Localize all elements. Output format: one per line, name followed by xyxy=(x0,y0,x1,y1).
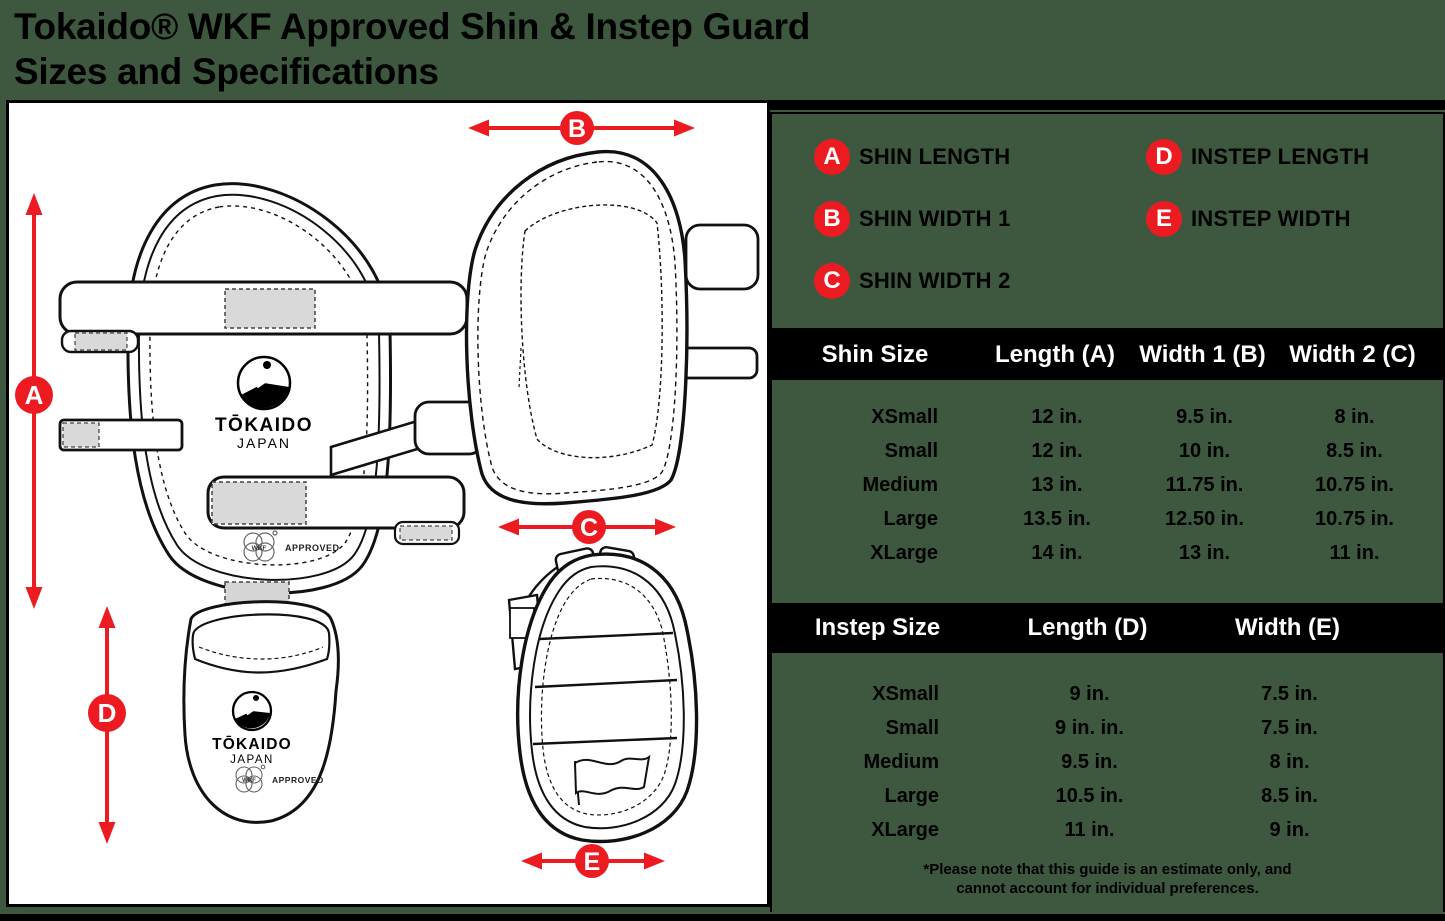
table-row xyxy=(772,468,1443,502)
bottom-instep-guard-drawing xyxy=(509,546,697,841)
instep-table-body xyxy=(770,653,1445,912)
table-cell: 8.5 in. xyxy=(1261,784,1318,807)
svg-text:C: C xyxy=(579,514,599,542)
table-cell: 8.5 in. xyxy=(1326,439,1383,462)
table-cell: 10.5 in. xyxy=(1055,784,1124,807)
table-cell: 8 in. xyxy=(1334,405,1375,428)
svg-text:A: A xyxy=(24,380,44,410)
table-row xyxy=(772,536,1443,570)
table-cell: 9.5 in. xyxy=(1061,750,1118,773)
table-cell: XSmall xyxy=(872,682,939,705)
legend-box xyxy=(770,112,1445,330)
table-cell: 7.5 in. xyxy=(1261,682,1318,705)
table-cell: 12.50 in. xyxy=(1165,507,1244,530)
table-cell: 9 in. xyxy=(1069,682,1110,705)
svg-text:TŌKAIDO: TŌKAIDO xyxy=(212,736,292,753)
marker-badge-e: E xyxy=(1146,201,1182,237)
shin-instep-diagram xyxy=(9,103,767,904)
legend-item-a xyxy=(814,139,1010,175)
svg-text:APPROVED: APPROVED xyxy=(285,543,340,553)
svg-text:JAPAN: JAPAN xyxy=(236,435,292,451)
table-cell: Large xyxy=(884,784,939,807)
legend-item-e xyxy=(1146,201,1351,237)
svg-text:D: D xyxy=(97,698,117,728)
table-cell: 9.5 in. xyxy=(1176,405,1233,428)
column-header: Width 1 (B) xyxy=(1139,341,1266,368)
table-row xyxy=(772,502,1443,536)
svg-text:APPROVED: APPROVED xyxy=(272,775,324,785)
stub-strap xyxy=(60,420,182,450)
legend-label: SHIN LENGTH xyxy=(859,144,1011,169)
front-shin-guard-drawing xyxy=(60,184,467,593)
svg-text:WKF: WKF xyxy=(251,545,267,552)
legend-label: SHIN WIDTH 2 xyxy=(859,268,1011,293)
table-cell: 10.75 in. xyxy=(1315,507,1394,530)
table-cell: 12 in. xyxy=(1031,439,1083,462)
table-cell: 13 in. xyxy=(1031,473,1083,496)
legend-item-b xyxy=(814,201,1011,237)
table-cell: Small xyxy=(884,439,938,462)
marker-d xyxy=(88,694,126,732)
legend-label: SHIN WIDTH 1 xyxy=(859,206,1011,231)
table-cell: 10 in. xyxy=(1178,439,1231,462)
table-cell: XLarge xyxy=(870,541,938,564)
table-cell: 8 in. xyxy=(1269,750,1310,773)
footnote-line1: *Please note that this guide is an estimate only, and xyxy=(923,861,1292,878)
table-cell: Large xyxy=(883,507,938,530)
svg-text:TŌKAIDO: TŌKAIDO xyxy=(214,415,314,436)
table-row xyxy=(772,779,1443,813)
table-row xyxy=(772,745,1443,779)
column-header: Length (A) xyxy=(995,341,1115,368)
table-cell: XLarge xyxy=(871,818,939,841)
marker-badge-a: A xyxy=(814,139,850,175)
svg-text:B: B xyxy=(567,115,587,143)
marker-c xyxy=(572,510,606,544)
table-row xyxy=(772,711,1443,745)
column-header: Instep Size xyxy=(814,614,941,641)
page-title-line2: Sizes and Specifications xyxy=(14,51,439,92)
marker-badge-b: B xyxy=(814,201,850,237)
column-header: Length (D) xyxy=(1027,614,1148,641)
table-cell: 14 in. xyxy=(1031,541,1083,564)
svg-text:WKF: WKF xyxy=(242,778,256,784)
diagram-panel xyxy=(6,100,770,907)
table-cell: 11.75 in. xyxy=(1165,473,1244,496)
table-cell: 10.75 in. xyxy=(1315,473,1394,496)
bottom-edge-bar xyxy=(0,914,1445,921)
front-instep-guard-drawing xyxy=(184,602,338,823)
shin-table-body xyxy=(770,380,1445,603)
legend-label: INSTEP LENGTH xyxy=(1191,144,1370,169)
marker-a xyxy=(15,376,53,414)
table-cell: 13 in. xyxy=(1178,541,1231,564)
instep-table-header xyxy=(770,603,1445,653)
table-cell: Medium xyxy=(862,473,938,496)
table-row xyxy=(772,400,1443,434)
table-cell: 13.5 in. xyxy=(1023,507,1091,530)
svg-text:JAPAN: JAPAN xyxy=(230,754,274,766)
shin-table-header xyxy=(770,330,1445,380)
table-cell: 7.5 in. xyxy=(1261,716,1318,739)
table-row xyxy=(772,434,1443,468)
footnote xyxy=(772,860,1443,898)
column-header: Width 2 (C) xyxy=(1289,341,1416,368)
table-row xyxy=(772,677,1443,711)
table-cell: 9 in. in. xyxy=(1055,716,1124,739)
marker-badge-c: C xyxy=(814,263,850,299)
legend-item-d xyxy=(1146,139,1369,175)
table-cell: 11 in. xyxy=(1329,541,1380,564)
footnote-line2: cannot account for individual preferences. xyxy=(956,880,1259,897)
table-cell: 9 in. xyxy=(1269,818,1310,841)
table-cell: XSmall xyxy=(871,405,938,428)
page-title-line1: Tokaido® WKF Approved Shin & Instep Guard xyxy=(14,6,811,47)
column-header: Shin Size xyxy=(821,341,929,368)
marker-b xyxy=(560,111,594,145)
spec-column xyxy=(770,100,1445,912)
svg-text:E: E xyxy=(583,848,601,876)
table-row xyxy=(772,813,1443,847)
table-cell: Medium xyxy=(863,750,939,773)
legend-label: INSTEP WIDTH xyxy=(1191,206,1351,231)
marker-badge-d: D xyxy=(1146,139,1182,175)
legend-item-c xyxy=(814,263,1011,299)
instep-rows xyxy=(772,677,1443,847)
top-divider-bar xyxy=(770,100,1445,110)
column-header: Width (E) xyxy=(1234,614,1341,641)
table-cell: 12 in. xyxy=(1031,405,1083,428)
table-cell: 11 in. xyxy=(1064,818,1115,841)
page-title xyxy=(14,4,810,94)
marker-e xyxy=(575,844,609,878)
table-cell: Small xyxy=(885,716,939,739)
